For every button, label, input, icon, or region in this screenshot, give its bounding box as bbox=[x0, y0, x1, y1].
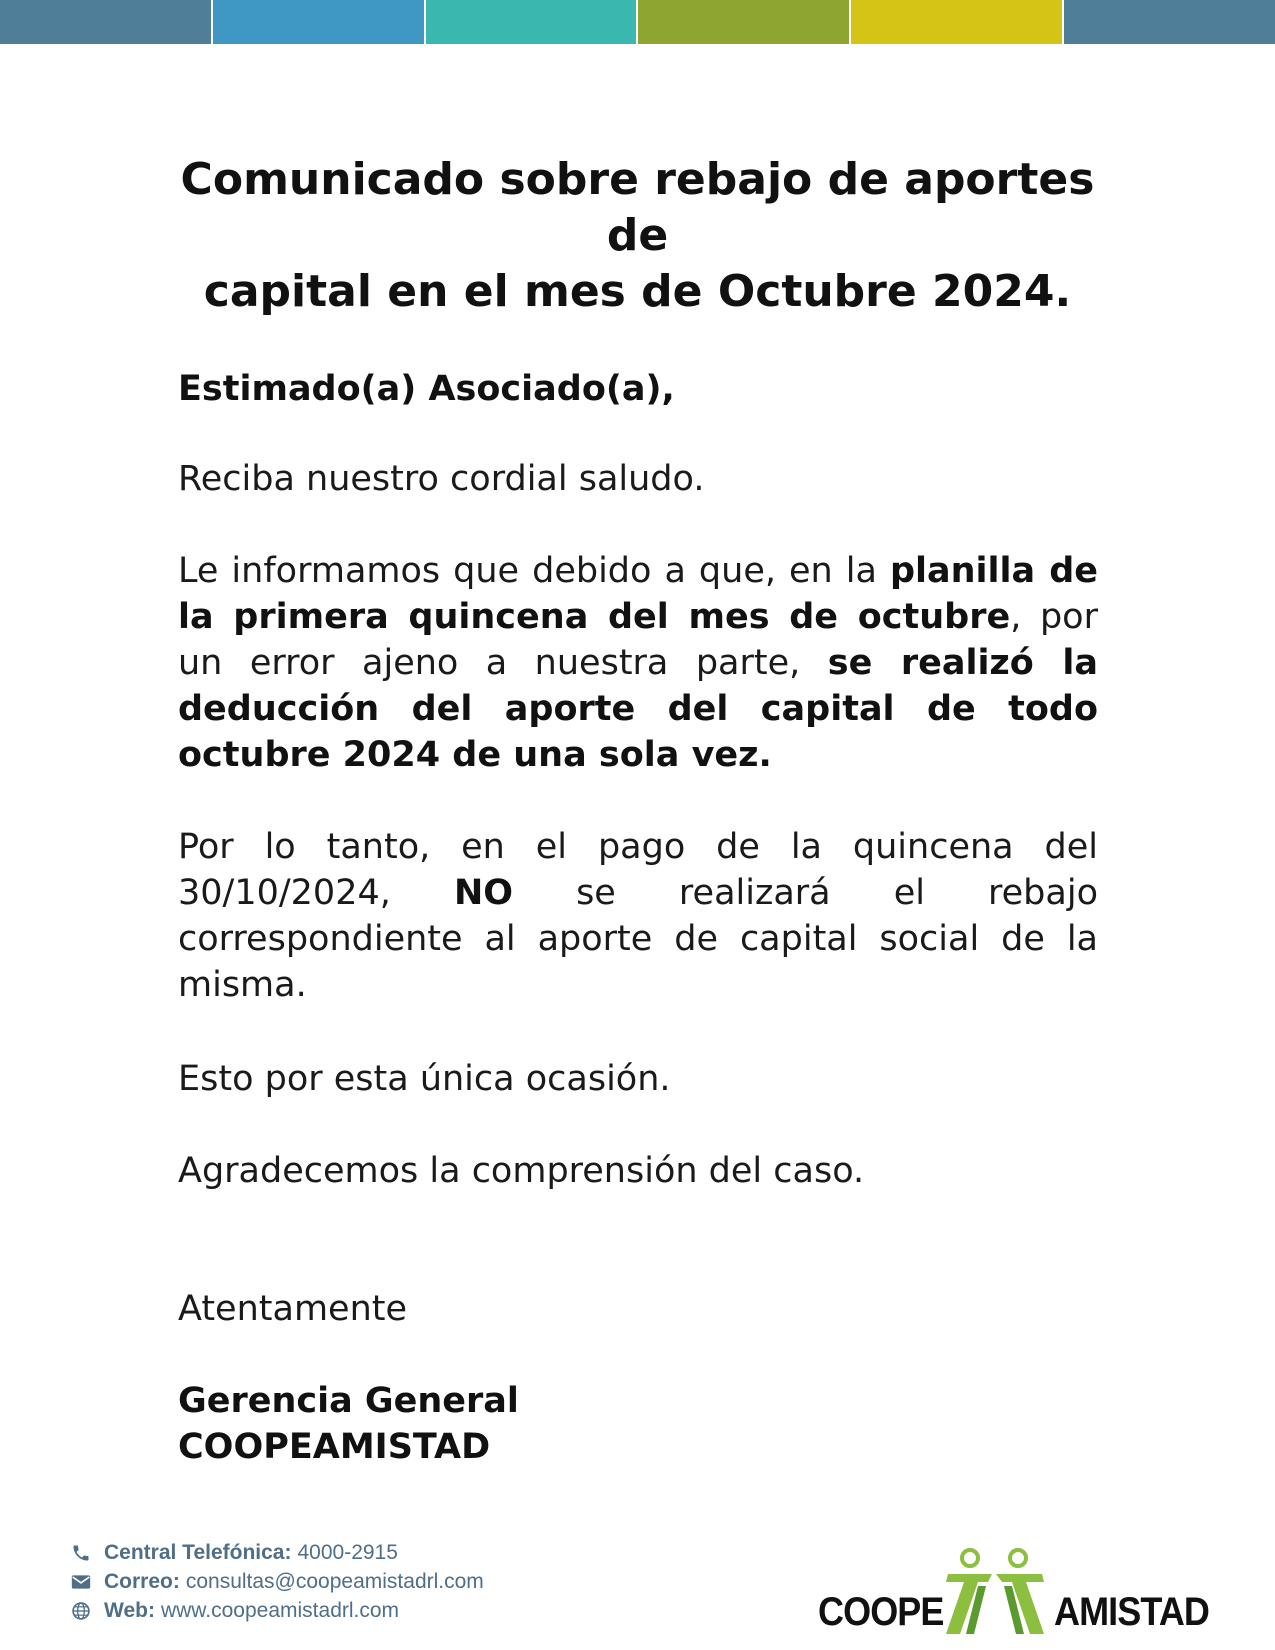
contact-web bbox=[70, 1596, 484, 1625]
web-link[interactable]: www.coopeamistadrl.com bbox=[160, 1599, 400, 1622]
email-label: Correo: bbox=[104, 1570, 180, 1593]
closing: Atentamente bbox=[178, 1289, 408, 1329]
paragraph-1-text-a: Le informamos que debido a que, en la bbox=[178, 551, 890, 591]
logo-text-left: COOPE bbox=[818, 1590, 944, 1634]
phone-label: Central Telefónica: bbox=[104, 1541, 292, 1564]
coopeamistad-logo bbox=[818, 1542, 1208, 1642]
greeting: Estimado(a) Asociado(a), bbox=[178, 369, 675, 409]
top-bar-segment bbox=[638, 0, 851, 44]
paragraph-2-text-a: Por lo tanto, en el pago de la quincena del 30/10/2024, bbox=[178, 827, 1098, 913]
paragraph-1-text-b: , por un error ajeno a nuestra parte, bbox=[178, 597, 1098, 683]
logo-figures-icon bbox=[940, 1546, 1050, 1638]
signature-organization: COOPEAMISTAD bbox=[178, 1427, 491, 1467]
logo-text-right: AMISTAD bbox=[1054, 1590, 1210, 1634]
contact-info bbox=[70, 1538, 484, 1625]
top-bar-segment bbox=[1064, 0, 1275, 44]
title-line-1: Comunicado sobre rebajo de aportes de bbox=[180, 154, 1095, 261]
document-title bbox=[170, 152, 1105, 320]
mail-icon bbox=[70, 1571, 92, 1593]
contact-email bbox=[70, 1567, 484, 1596]
top-bar-segment bbox=[426, 0, 639, 44]
paragraph-1-bold-a: planilla de la primera quincena del mes de octubre bbox=[178, 551, 1099, 637]
top-bar-segment bbox=[0, 0, 213, 44]
top-color-bar bbox=[0, 0, 1275, 44]
paragraph-2-text-b: se realizará el rebajo correspondiente al aporte de capital social de la misma. bbox=[178, 873, 1098, 1005]
web-label: Web: bbox=[104, 1599, 155, 1622]
paragraph-no-deduction bbox=[178, 824, 1098, 1008]
paragraph-1-bold-b: se realizó la deducción del aporte del capital de todo octubre 2024 de una sola vez. bbox=[178, 643, 1098, 775]
paragraph-single-occasion: Esto por esta única ocasión. bbox=[178, 1059, 671, 1099]
paragraph-deduction bbox=[178, 548, 1098, 778]
title-line-2: capital en el mes de Octubre 2024. bbox=[203, 266, 1072, 317]
contact-phone bbox=[70, 1538, 484, 1567]
top-bar-segment bbox=[851, 0, 1064, 44]
signature-department: Gerencia General bbox=[178, 1381, 519, 1421]
phone-value[interactable]: 4000-2915 bbox=[297, 1541, 398, 1564]
email-link[interactable]: consultas@coopeamistadrl.com bbox=[185, 1570, 484, 1593]
salutation: Reciba nuestro cordial saludo. bbox=[178, 459, 705, 499]
paragraph-2-bold: NO bbox=[453, 873, 513, 913]
phone-icon bbox=[70, 1542, 92, 1564]
globe-icon bbox=[70, 1600, 92, 1622]
top-bar-segment bbox=[213, 0, 426, 44]
paragraph-thanks: Agradecemos la comprensión del caso. bbox=[178, 1151, 865, 1191]
